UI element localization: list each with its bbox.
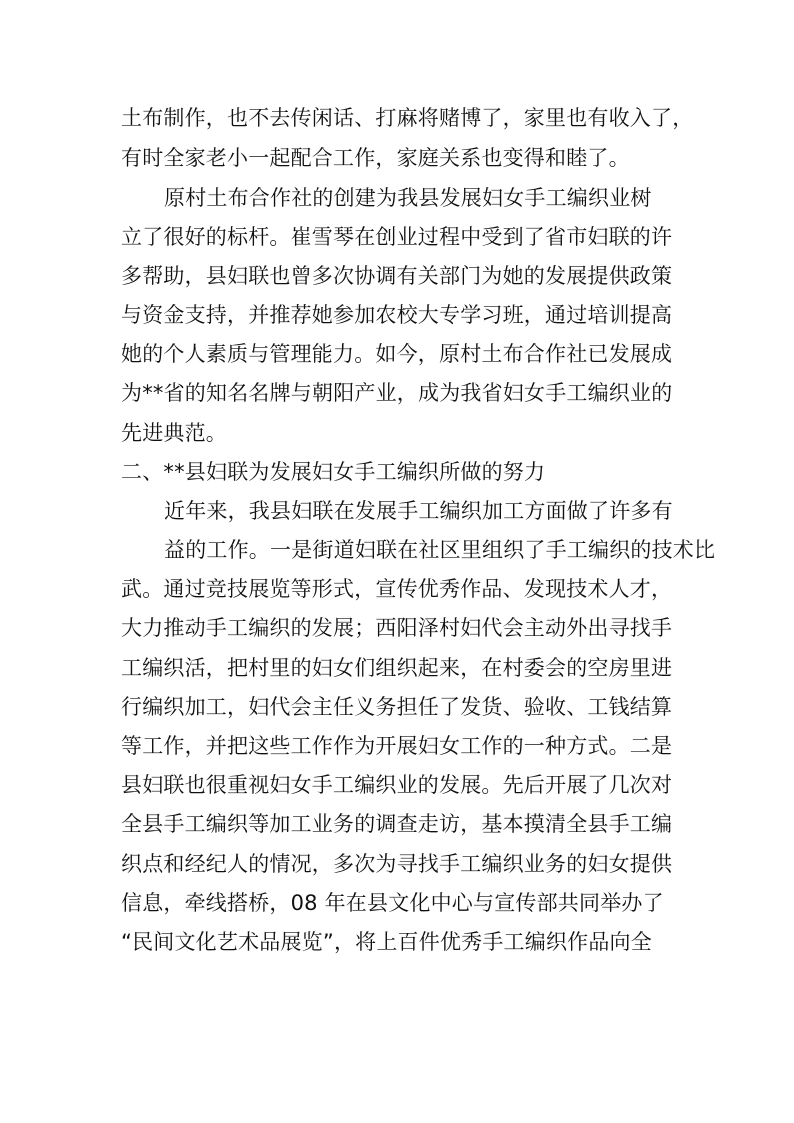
body-text-line: 大力推动手工编织的发展；西阳泽村妇代会主动外出寻找手: [121, 616, 673, 640]
body-text-line: 益的工作。一是街道妇联在社区里组织了手工编织的技术比: [164, 538, 716, 562]
body-text-line: 武。通过竞技展览等形式，宣传优秀作品、发现技术人才，: [121, 577, 673, 601]
body-text-line: 行编织加工，妇代会主任义务担任了发货、验收、工钱结算: [121, 695, 673, 719]
body-text-line: 立了很好的标杆。崔雪琴在创业过程中受到了省市妇联的许: [121, 225, 673, 249]
paragraph-first-line: 原村土布合作社的创建为我县发展妇女手工编织业树: [164, 186, 652, 210]
section-heading: 二、**县妇联为发展妇女手工编织所做的努力: [121, 460, 546, 484]
body-text-line: 为**省的知名名牌与朝阳产业，成为我省妇女手工编织业的: [121, 381, 673, 405]
body-text-line: 与资金支持，并推荐她参加农校大专学习班，通过培训提高: [121, 303, 673, 327]
body-text-line: 多帮助，县妇联也曾多次协调有关部门为她的发展提供政策: [121, 264, 673, 288]
body-text-line: 等工作，并把这些工作作为开展妇女工作的一种方式。二是: [121, 734, 673, 758]
body-text-line: 先进典范。: [121, 421, 227, 445]
body-text-line: 工编织活，把村里的妇女们组织起来，在村委会的空房里进: [121, 656, 673, 680]
body-text-line: 织点和经纪人的情况，多次为寻找手工编织业务的妇女提供: [121, 852, 673, 876]
body-text-line: 她的个人素质与管理能力。如今，原村土布合作社已发展成: [121, 342, 673, 366]
body-text-line: 信息，牵线搭桥，08 年在县文化中心与宣传部共同举办了: [121, 891, 664, 915]
body-text-line: 土布制作，也不去传闲话、打麻将赌博了，家里也有收入了，: [121, 106, 694, 130]
body-text-line: “民间文化艺术品展览”，将上百件优秀手工编织作品向全: [121, 930, 652, 954]
body-text-line: 有时全家老小一起配合工作，家庭关系也变得和睦了。: [121, 146, 630, 170]
paragraph-first-line: 近年来，我县妇联在发展手工编织加工方面做了许多有: [164, 499, 673, 523]
body-text-line: 县妇联也很重视妇女手工编织业的发展。先后开展了几次对: [121, 773, 673, 797]
body-text-line: 全县手工编织等加工业务的调查走访，基本摸清全县手工编: [121, 812, 673, 836]
